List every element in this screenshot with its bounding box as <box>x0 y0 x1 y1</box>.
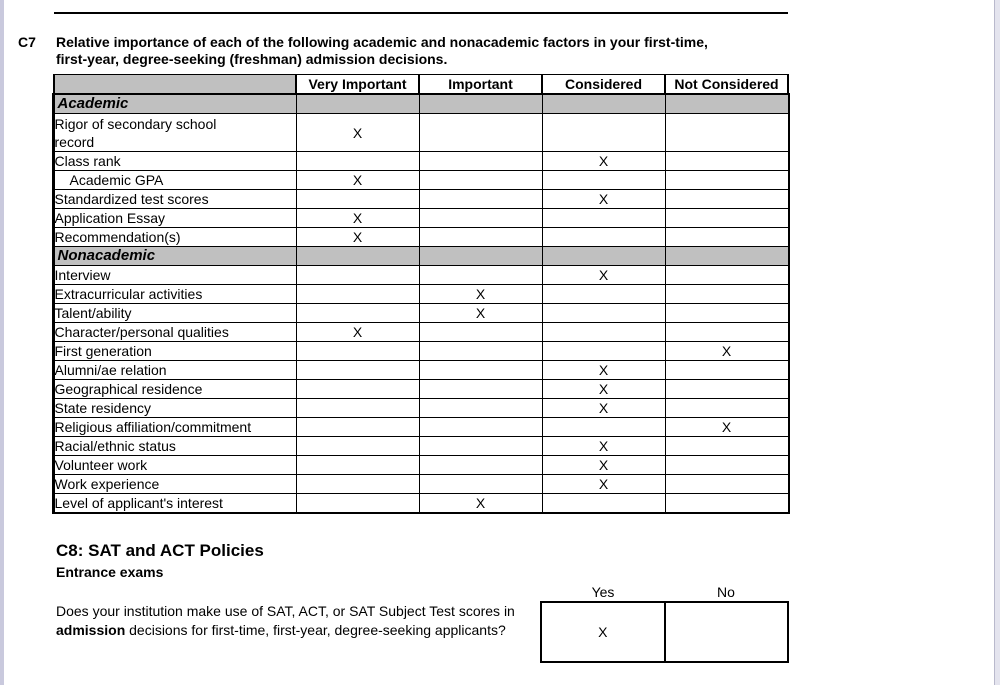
factor-label: Interview <box>54 266 296 285</box>
rating-cell: X <box>542 380 665 399</box>
rating-cell <box>665 323 788 342</box>
header-important: Important <box>419 75 542 95</box>
section-empty-cell <box>542 94 665 114</box>
rating-cell <box>665 114 788 152</box>
c8-question-pre: Does your institution make use of SAT, ACT, or SAT Subject Test scores in <box>56 603 515 619</box>
rating-cell <box>296 380 419 399</box>
rating-cell: X <box>419 494 542 513</box>
rating-cell <box>419 342 542 361</box>
question-line-2: first-year, degree-seeking (freshman) admission decisions. <box>56 51 448 67</box>
top-rule <box>54 12 788 14</box>
rating-cell <box>665 380 788 399</box>
rating-cell <box>665 304 788 323</box>
rating-cell <box>296 456 419 475</box>
header-blank-cell <box>54 75 296 95</box>
rating-cell <box>542 304 665 323</box>
rating-cell <box>419 190 542 209</box>
table-row <box>54 418 788 437</box>
rating-cell <box>296 266 419 285</box>
factor-label <box>54 114 296 152</box>
yes-column-label: Yes <box>591 584 615 600</box>
question-number-c7: C7 <box>18 34 36 50</box>
table-row <box>54 399 788 418</box>
section-title: Academic <box>54 94 296 114</box>
rating-cell: X <box>542 399 665 418</box>
factor-label: Standardized test scores <box>54 190 296 209</box>
rating-cell <box>419 171 542 190</box>
rating-cell: X <box>542 152 665 171</box>
rating-cell <box>419 228 542 247</box>
rating-cell <box>665 228 788 247</box>
rating-cell <box>542 418 665 437</box>
section-row <box>54 247 788 266</box>
rating-cell <box>542 114 665 152</box>
question-text-c7 <box>56 34 796 68</box>
header-very-important: Very Important <box>296 75 419 95</box>
rating-cell <box>665 171 788 190</box>
rating-cell <box>419 437 542 456</box>
rating-cell <box>419 209 542 228</box>
rating-cell: X <box>296 228 419 247</box>
rating-cell <box>296 437 419 456</box>
rating-cell <box>419 475 542 494</box>
rating-cell <box>665 266 788 285</box>
factor-label: State residency <box>54 399 296 418</box>
table-row <box>54 361 788 380</box>
rating-cell <box>419 152 542 171</box>
factors-table <box>53 74 789 513</box>
rating-cell <box>296 475 419 494</box>
section-subtitle-c8: Entrance exams <box>56 564 164 580</box>
section-title: Nonacademic <box>54 247 296 266</box>
rating-cell: X <box>542 475 665 494</box>
rating-cell <box>665 285 788 304</box>
factor-label: Level of applicant's interest <box>54 494 296 513</box>
page-edge <box>994 0 1000 685</box>
table-row <box>54 228 788 247</box>
rating-cell <box>419 114 542 152</box>
table-row <box>54 114 788 152</box>
rating-cell: X <box>542 190 665 209</box>
c8-question-text <box>56 602 540 640</box>
factor-label: Extracurricular activities <box>54 285 296 304</box>
rating-cell <box>419 456 542 475</box>
section-empty-cell <box>542 247 665 266</box>
rating-cell <box>542 228 665 247</box>
rating-cell <box>296 399 419 418</box>
rating-cell <box>665 475 788 494</box>
factor-label: Racial/ethnic status <box>54 437 296 456</box>
header-considered: Considered <box>542 75 665 95</box>
table-row <box>54 323 788 342</box>
table-row <box>54 285 788 304</box>
rating-cell <box>665 361 788 380</box>
rating-cell: X <box>296 171 419 190</box>
section-row <box>54 94 788 114</box>
factor-label-line: record <box>54 133 95 150</box>
rating-cell: X <box>542 361 665 380</box>
section-empty-cell <box>419 247 542 266</box>
section-empty-cell <box>419 94 542 114</box>
no-column-label: No <box>717 584 735 600</box>
rating-cell <box>296 285 419 304</box>
rating-cell <box>419 399 542 418</box>
rating-cell <box>419 361 542 380</box>
rating-cell <box>419 266 542 285</box>
section-empty-cell <box>665 247 788 266</box>
factor-label: Alumni/ae relation <box>54 361 296 380</box>
rating-cell <box>296 190 419 209</box>
rating-cell <box>665 437 788 456</box>
factor-label: First generation <box>54 342 296 361</box>
table-row <box>54 342 788 361</box>
rating-cell: X <box>296 323 419 342</box>
factor-label: Volunteer work <box>54 456 296 475</box>
table-row <box>54 152 788 171</box>
rating-cell <box>542 494 665 513</box>
c8-answer-box <box>540 601 789 663</box>
header-not-considered: Not Considered <box>665 75 788 95</box>
rating-cell: X <box>542 437 665 456</box>
table-row <box>54 456 788 475</box>
factor-label: Religious affiliation/commitment <box>54 418 296 437</box>
rating-cell <box>419 323 542 342</box>
section-title-c8: C8: SAT and ACT Policies <box>56 541 264 560</box>
rating-cell: X <box>542 456 665 475</box>
section-empty-cell <box>665 94 788 114</box>
rating-cell <box>296 494 419 513</box>
table-row <box>54 266 788 285</box>
rating-cell <box>296 418 419 437</box>
table-row <box>54 380 788 399</box>
rating-cell: X <box>665 418 788 437</box>
rating-cell <box>296 304 419 323</box>
rating-cell: X <box>542 266 665 285</box>
factor-label: Work experience <box>54 475 296 494</box>
factor-label: Class rank <box>54 152 296 171</box>
table-row <box>54 190 788 209</box>
table-row <box>54 171 788 190</box>
rating-cell <box>542 323 665 342</box>
factor-label: Academic GPA <box>54 171 296 190</box>
rating-cell <box>542 285 665 304</box>
rating-cell <box>665 209 788 228</box>
rating-cell <box>542 342 665 361</box>
rating-cell <box>665 190 788 209</box>
rating-cell <box>542 209 665 228</box>
table-header-row <box>54 75 788 95</box>
table-row <box>54 494 788 513</box>
rating-cell: X <box>296 209 419 228</box>
table-row <box>54 475 788 494</box>
factor-label: Character/personal qualities <box>54 323 296 342</box>
factor-label: Application Essay <box>54 209 296 228</box>
rating-cell <box>296 152 419 171</box>
rating-cell <box>296 342 419 361</box>
section-empty-cell <box>296 94 419 114</box>
c8-question-post: decisions for first-time, first-year, degree-seeking applicants? <box>125 622 506 638</box>
c8-answer-yes: X <box>598 624 608 640</box>
rating-cell: X <box>665 342 788 361</box>
c8-question-bold: admission <box>56 622 126 638</box>
rating-cell <box>665 456 788 475</box>
rating-cell <box>665 399 788 418</box>
rating-cell: X <box>419 304 542 323</box>
table-row <box>54 209 788 228</box>
factor-label-line: Rigor of secondary school <box>54 115 217 132</box>
factor-label: Recommendation(s) <box>54 228 296 247</box>
rating-cell <box>419 418 542 437</box>
c8-answer-no <box>664 603 788 661</box>
factor-label: Geographical residence <box>54 380 296 399</box>
table-row <box>54 304 788 323</box>
rating-cell <box>665 152 788 171</box>
rating-cell <box>419 380 542 399</box>
rating-cell: X <box>419 285 542 304</box>
question-line-1: Relative importance of each of the following academic and nonacademic factors in your first-time, <box>56 34 708 50</box>
rating-cell <box>542 171 665 190</box>
table-row <box>54 437 788 456</box>
factor-label: Talent/ability <box>54 304 296 323</box>
rating-cell <box>665 494 788 513</box>
section-empty-cell <box>296 247 419 266</box>
rating-cell <box>296 361 419 380</box>
rating-cell: X <box>296 114 419 152</box>
